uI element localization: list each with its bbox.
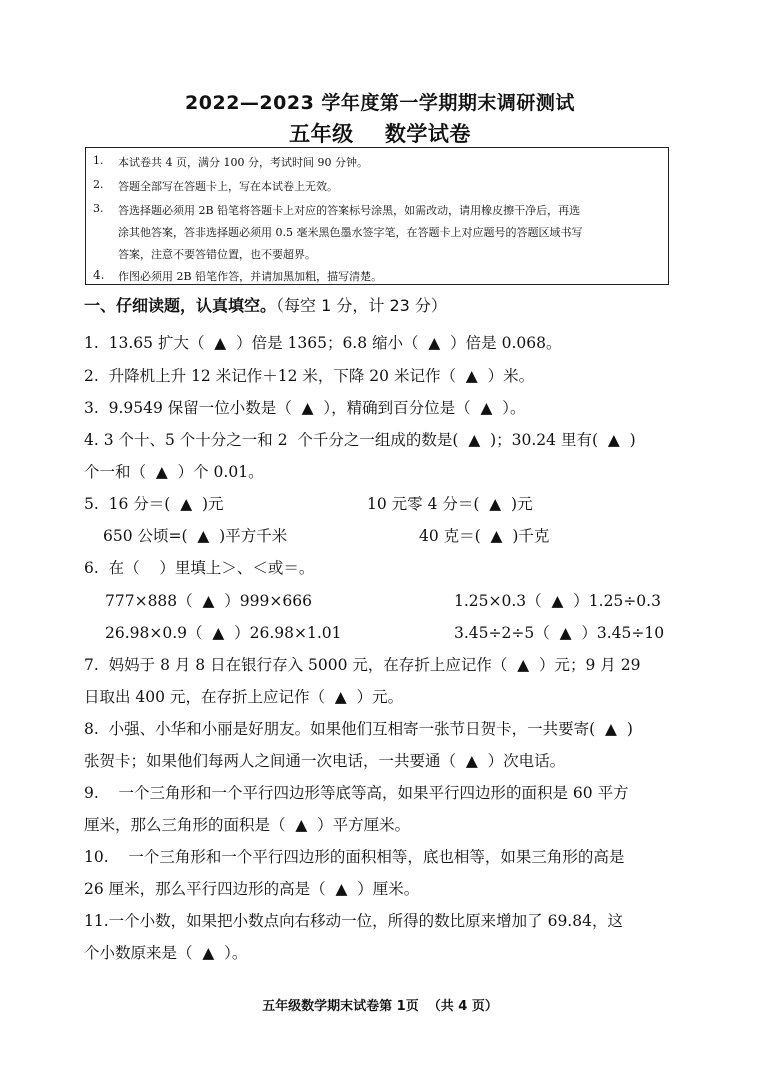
notice-text: 答案，注意不要答错位置，也不要超界。 <box>118 248 316 261</box>
notice-text: 答题全部写在答题卡上，写在本试卷上无效。 <box>118 180 338 193</box>
section-heading <box>84 293 447 316</box>
question-7-line2: 日取出 400 元，在存折上应记作（ ▲ ）元。 <box>84 688 404 706</box>
question-5a: 5. 16 分＝( ▲ )元 <box>84 495 224 513</box>
notice-text: 涂其他答案，答非选择题必须用 0.5 毫米黑色墨水签字笔，在答题卡上对应题号的答题区域书写 <box>118 226 583 239</box>
question-11-line1: 11.一个小数，如果把小数点向右移动一位，所得的数比原来增加了 69.84，这 <box>84 912 623 930</box>
question-9-line1: 9. 一个三角形和一个平行四边形等底等高，如果平行四边形的面积是 60 平方 <box>84 784 629 802</box>
section-title: 一、仔细读题，认真填空。 <box>84 296 277 315</box>
page-footer: 五年级数学期末试卷第 1页 （共 4 页） <box>262 999 498 1014</box>
question-8-line2: 张贺卡；如果他们每两人之间通一次电话，一共要通（ ▲ ）次电话。 <box>84 752 566 770</box>
question-11-line2: 个小数原来是（ ▲ ）。 <box>84 944 248 962</box>
question-6b: 1.25×0.3（ ▲ ）1.25÷0.3 <box>454 592 661 610</box>
question-8-line1: 8. 小强、小华和小丽是好朋友。如果他们互相寄一张节日贺卡，一共要寄( ▲ ) <box>84 720 633 738</box>
notice-text: 本试卷共 4 页，满分 100 分，考试时间 90 分钟。 <box>118 156 368 169</box>
exam-subtitle: 五年级 数学试卷 <box>289 122 471 146</box>
question-7-line1: 7. 妈妈于 8 月 8 日在银行存入 5000 元，在存折上应记作（ ▲ ）元；9 月 29 <box>84 656 641 674</box>
question-5d: 40 克＝( ▲ )千克 <box>419 527 550 545</box>
question-6a: 777×888（ ▲ ）999×666 <box>105 592 312 610</box>
notice-box <box>85 147 669 285</box>
question-6-intro: 6. 在（ ）里填上＞、＜或＝。 <box>84 559 315 577</box>
notice-text: 答选择题必须用 2B 铅笔将答题卡上对应的答案标号涂黑，如需改动，请用橡皮擦干净后，再选 <box>118 204 581 217</box>
question-4-line1: 4. 3 个十、5 个十分之一和 2 个千分之一组成的数是( ▲ )；30.24 里有( ▲ ) <box>84 431 636 449</box>
notice-number: 4. <box>93 268 105 282</box>
question-9-line2: 厘米，那么三角形的面积是（ ▲ ）平方厘米。 <box>84 816 411 834</box>
section-points: （每空 1 分，计 23 分） <box>276 296 447 315</box>
question-3: 3. 9.9549 保留一位小数是（ ▲ ），精确到百分位是（ ▲ ）。 <box>84 399 526 417</box>
question-6d: 3.45÷2÷5（ ▲ ）3.45÷10 <box>454 624 665 642</box>
question-4-line2: 个一和（ ▲ ）个 0.01。 <box>84 463 264 481</box>
question-5c: 650 公顷=( ▲ )平方千米 <box>103 527 288 545</box>
exam-title: 2022—2023 学年度第一学期期末调研测试 <box>185 92 575 114</box>
question-2: 2. 升降机上升 12 米记作＋12 米，下降 20 米记作（ ▲ ）米。 <box>84 367 535 385</box>
notice-text: 作图必须用 2B 铅笔作答，并请加黑加粗，描写清楚。 <box>118 270 383 283</box>
question-5b: 10 元零 4 分＝( ▲ )元 <box>367 495 533 513</box>
question-10-line1: 10. 一个三角形和一个平行四边形的面积相等，底也相等，如果三角形的高是 <box>84 848 625 866</box>
notice-number: 3. <box>93 202 104 215</box>
question-10-line2: 26 厘米，那么平行四边形的高是（ ▲ ）厘米。 <box>84 880 420 898</box>
notice-number: 1. <box>93 154 104 167</box>
question-6c: 26.98×0.9（ ▲ ）26.98×1.01 <box>105 624 342 642</box>
notice-number: 2. <box>93 178 104 191</box>
question-1: 1. 13.65 扩大（ ▲ ）倍是 1365；6.8 缩小（ ▲ ）倍是 0.068。 <box>84 334 562 352</box>
